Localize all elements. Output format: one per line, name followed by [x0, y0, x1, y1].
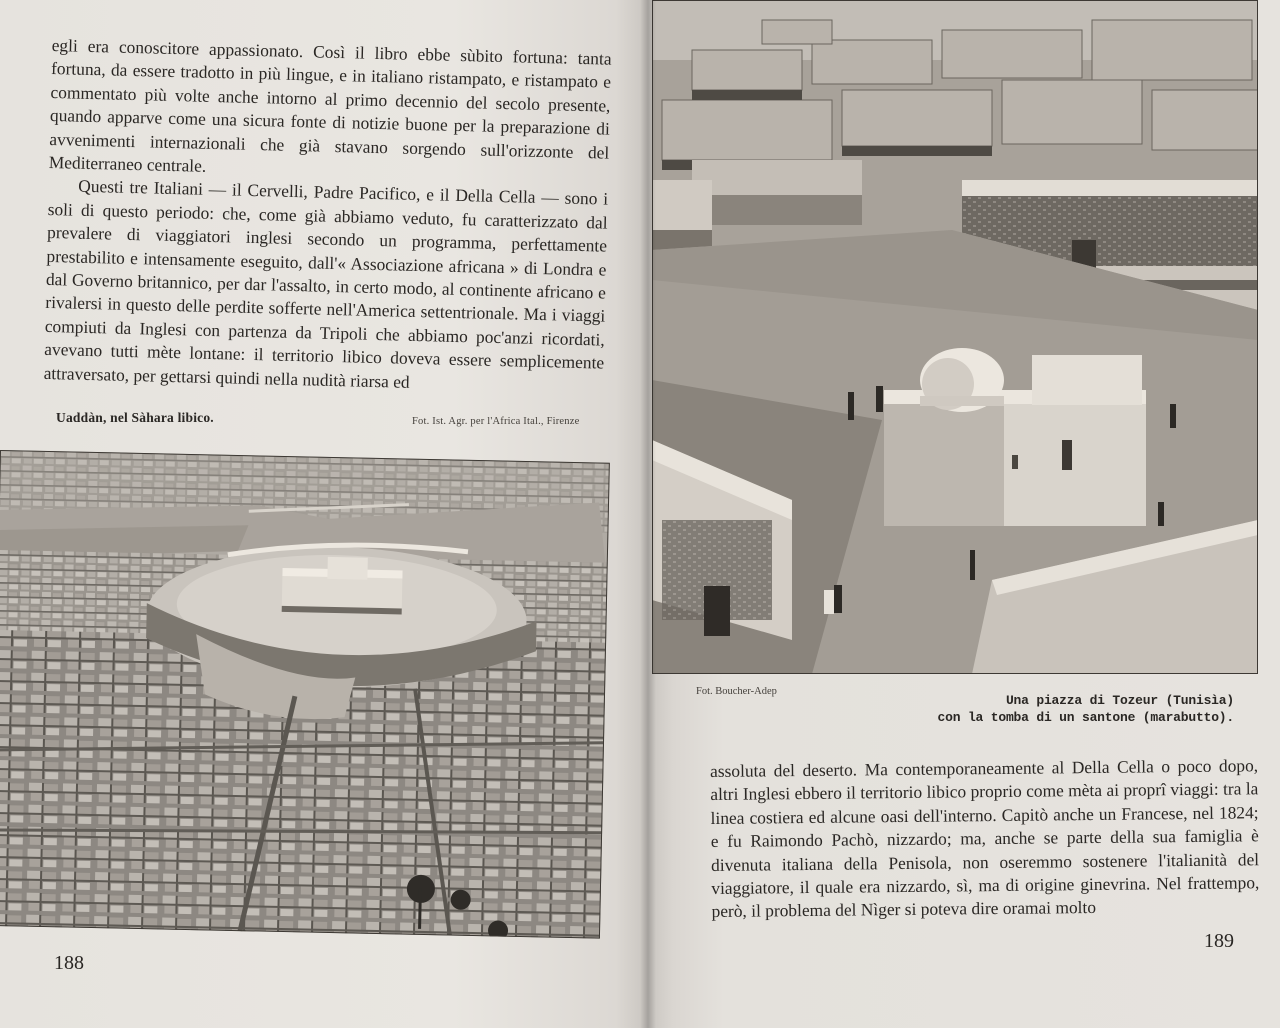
right-page — [648, 0, 1280, 1028]
right-paragraph-1: assoluta del deserto. Ma contemporaneamente al Della Cella o poco dopo, altri Inglesi ebbero il territorio libico proprio come mèta ai proprî viaggi: tra la linea costiera ed alcune oasi dell'interno. Capitò anche un Francese, nel 1824; e fu Raimondo Pachò, nizzardo; ma, anche se parte della sua famiglia è divenuta italiana della Penisola, non oseremmo sostenere l'italianità del viaggiatore, il quale era nizzardo, sì, ma di origine ginevrina. Nel frattempo, però, il problema del Nìger si poteva dire oramai molto — [710, 755, 1260, 922]
right-page-number: 189 — [1204, 930, 1234, 952]
right-photo-caption-line-1: Una piazza di Tozeur (Tunisìa) — [1005, 693, 1234, 708]
right-page-text — [710, 754, 1260, 924]
right-photo-caption — [938, 692, 1234, 726]
left-paragraph-2: Questi tre Italiani — il Cervelli, Padre Pacifico, e il Della Cella — sono i soli di questo periodo: che, come già abbiamo veduto, fu caratterizzato dal prevalere di viaggiatori inglesi secondo un programma, perfettamente prestabilito e intensamente eseguito, dall'« Associazione africana » di Londra e dal Governo britannico, per dar l'assalto, in certo modo, al continente africano e rivalersi in questo delle perdite sofferte nell'America settentrionale. Ma i viaggi compiuti da Inglesi con partenza da Tripoli che abbiamo poc'anzi ricordati, avevano tutti mète lontane: il territorio libico doveva essere semplicemente attraversato, per gettarsi quindi nella nudità riarsa ed — [43, 176, 609, 392]
uaddan-photo-drawing — [0, 450, 610, 939]
left-page-text — [43, 34, 611, 399]
left-page-number: 188 — [54, 952, 84, 974]
uaddan-aerial-photo — [0, 450, 610, 939]
left-paragraph-1: egli era conoscitore appassionato. Così il libro ebbe sùbito fortuna: tanta fortuna, da essere tradotto in più lingue, e in italiano ristampato, e ristampato e commentato più volte anche intorno al primo decennio del secolo presente, quando apparve come una sicura fonte di notizie buone per la preparazione di avvenimenti internazionali che già stavano sorgendo sull'orizzonte del Mediterraneo centrale. — [48, 34, 612, 176]
left-photo-credit: Fot. Ist. Agr. per l'Africa Ital., Firenze — [412, 416, 580, 427]
left-photo-caption: Uaddàn, nel Sàhara libico. — [56, 410, 214, 425]
tozeur-square-photo — [652, 0, 1258, 674]
right-photo-credit: Fot. Boucher-Adep — [696, 686, 777, 697]
right-photo-caption-line-2: con la tomba di un santone (marabutto). — [937, 710, 1234, 725]
tozeur-photo-drawing — [652, 0, 1258, 674]
